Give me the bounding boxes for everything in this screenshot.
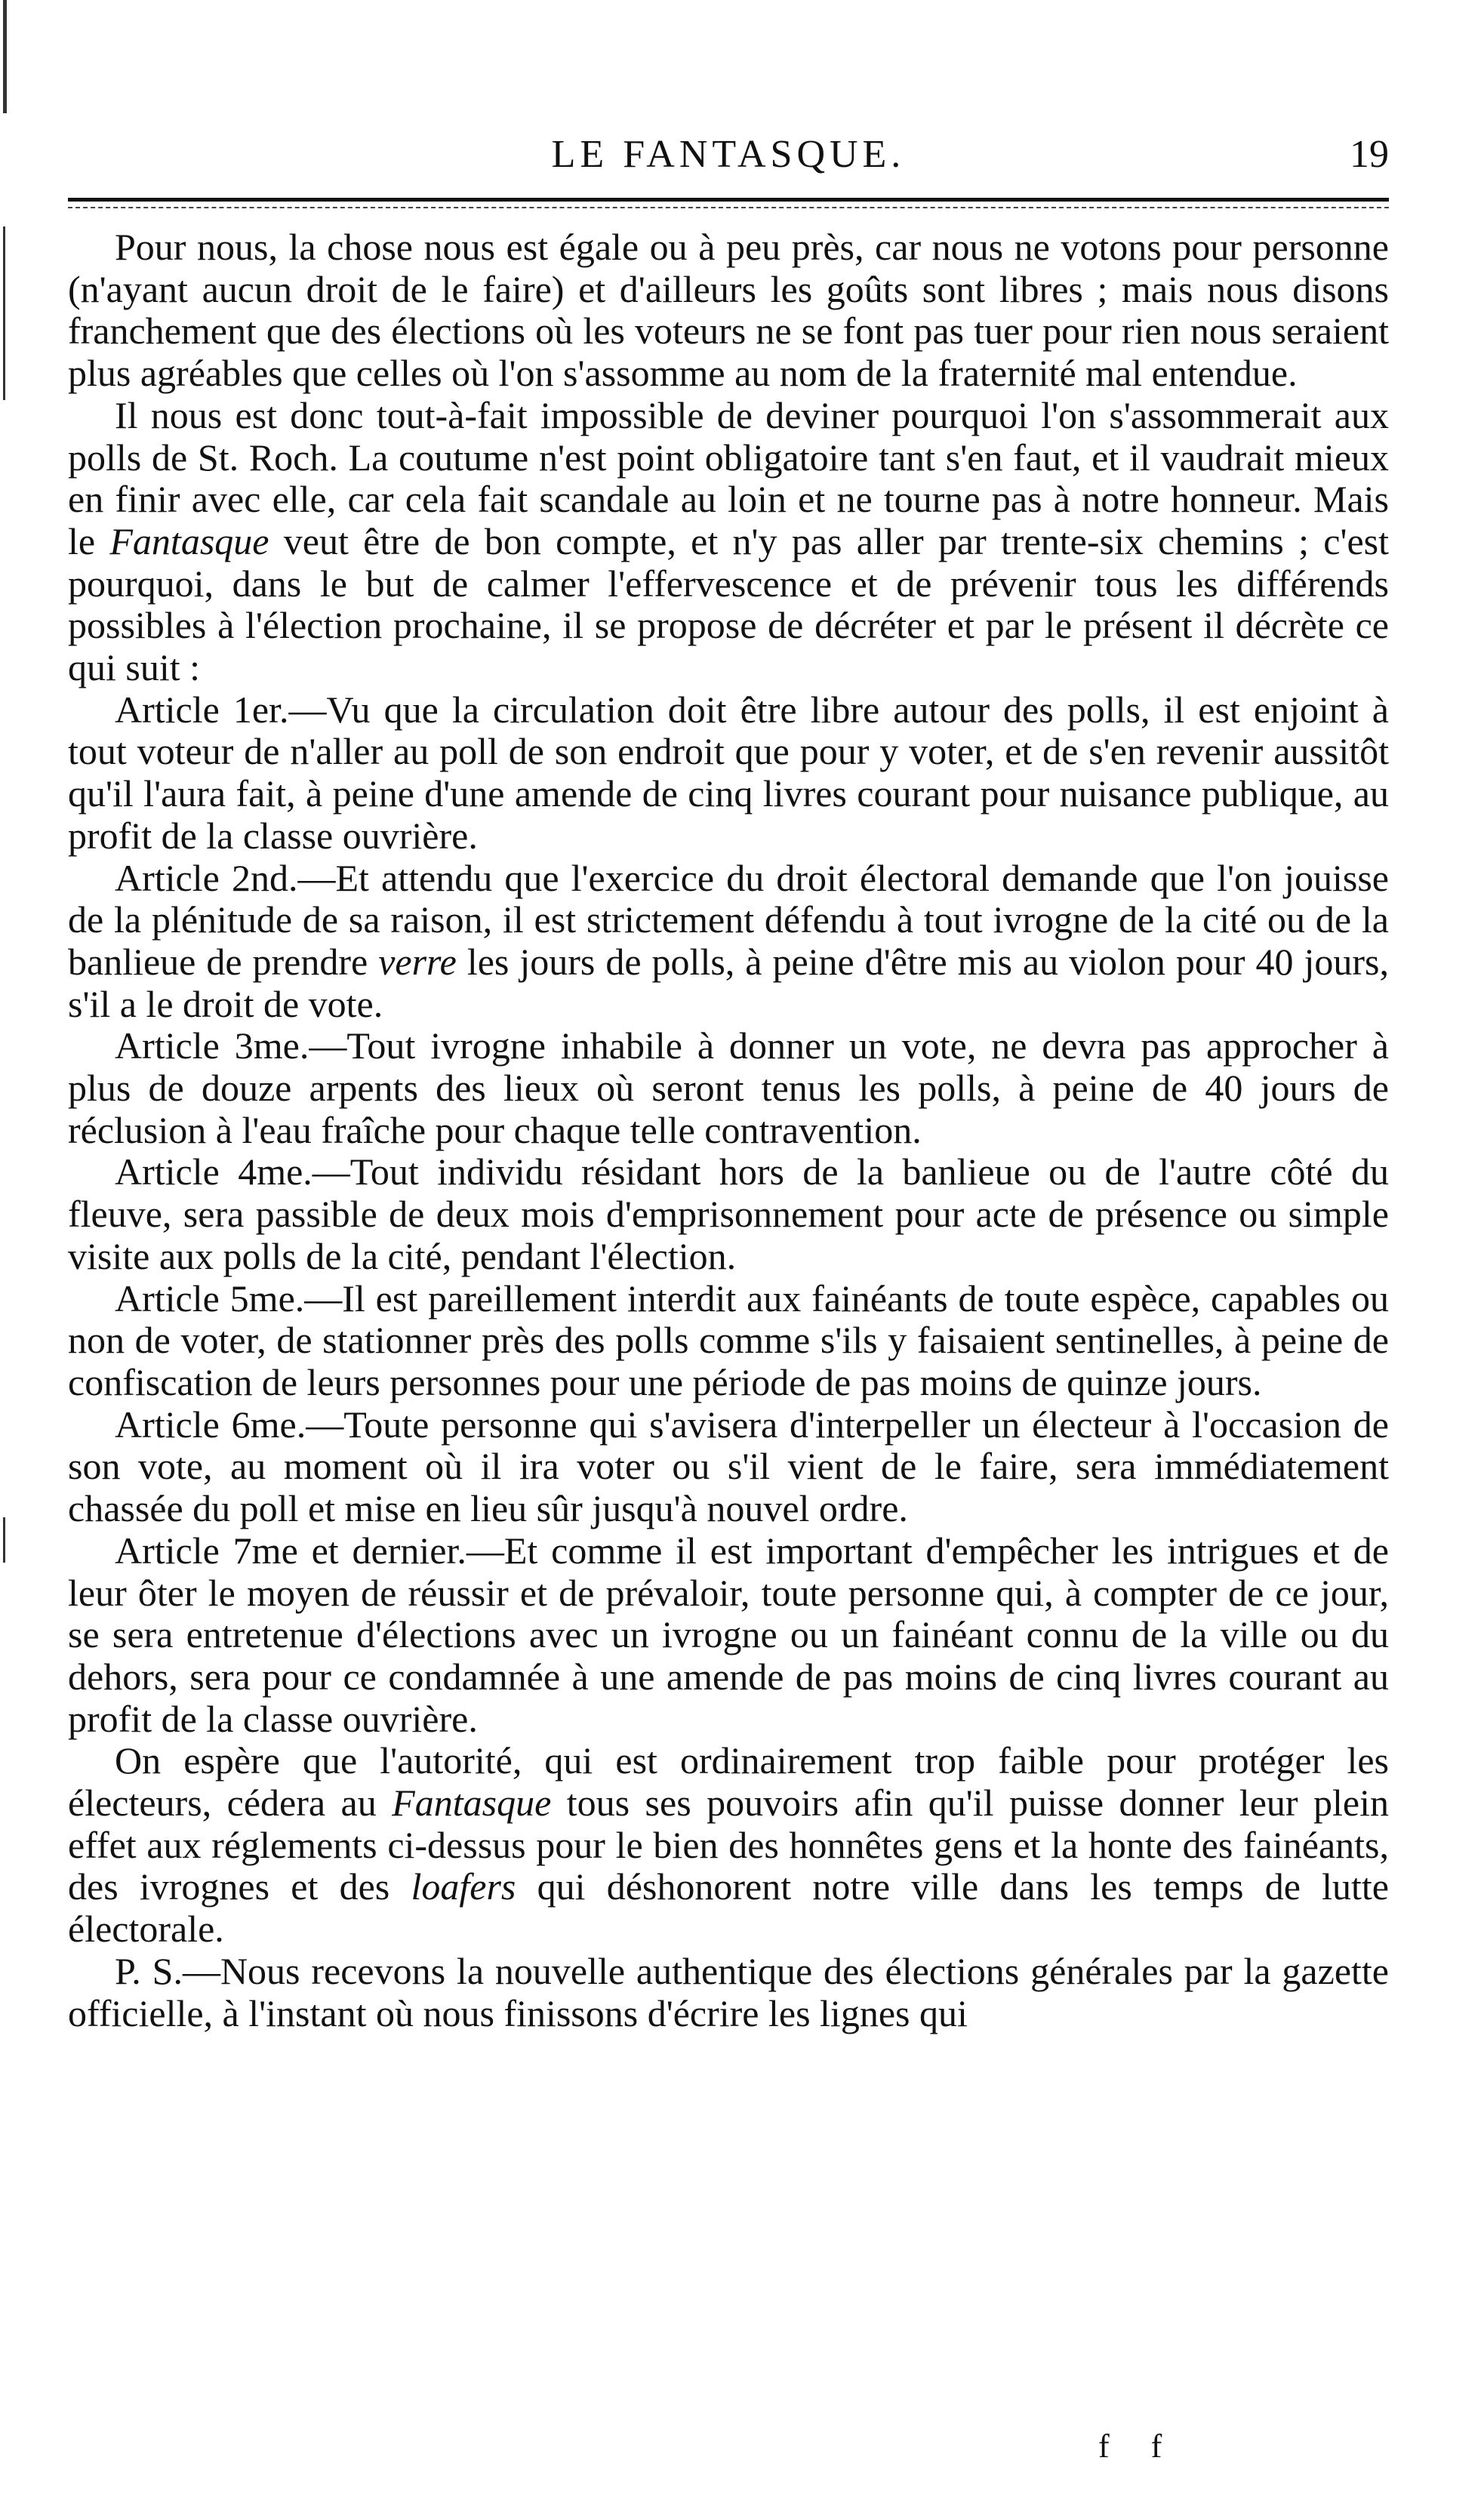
article-body <box>68 226 1389 2034</box>
paragraph-article-7: Article 7me et dernier.—Et comme il est important d'empêcher les intrigues et de leur ôter le moyen de réussir et de prévaloir, toute personne qui, à compter de ce jour, se sera entretenue d'élections avec un ivrogne ou un fainéant connu de la ville ou du dehors, sera pour ce condamnée à une amende de pas moins de cinq livres courant au profit de la classe ouvrière. <box>68 1529 1389 1740</box>
paragraph-2-italic: Fantasque <box>109 519 269 562</box>
paragraph-conclusion-text-b: tous ses pouvoirs afin qu'il puisse donner leur plein effet aux réglements ci-dessus pour le bien des honnêtes gens et la honte des fainéants, des ivrognes et des <box>68 1782 1389 1908</box>
header-rule <box>68 198 1389 208</box>
paragraph-conclusion-text-c: qui déshonorent notre ville dans les temps de lutte électorale. <box>68 1865 1389 1951</box>
paragraph-article-2-text-a: Article 2nd.—Et attendu que l'exercice du droit électoral demande que l'on jouisse de la plénitude de sa raison, il est strictement défendu à tout ivrogne de la cité ou de la banlieue de prendre <box>68 856 1389 983</box>
paragraph-article-1: Article 1er.—Vu que la circulation doit être libre autour des polls, il est enjoint à tout voteur de n'aller au poll de son endroit que pour y voter, et de s'en revenir aussitôt qu'il l'aura fait, à peine d'une amende de cinq livres courant pour nuisance publique, au profit de la classe ouvrière. <box>68 688 1389 857</box>
paragraph-article-3: Article 3me.—Tout ivrogne inhabile à donner un vote, ne devra pas approcher à plus de douze arpents des lieux où seront tenus les polls, à peine de 40 jours de réclusion à l'eau fraîche pour chaque telle contravention. <box>68 1024 1389 1151</box>
paragraph-1: Pour nous, la chose nous est égale ou à peu près, car nous ne votons pour personne (n'ayant aucun droit de le faire) et d'ailleurs les goûts sont libres ; mais nous disons franchement que des élections où les voteurs ne se font pas tuer pour rien nous seraient plus agréables que celles où l'on s'assomme au nom de la fraternité mal entendue. <box>68 226 1389 395</box>
margin-scan-mark <box>3 1517 5 1563</box>
catchword-mark: f f <box>1098 2428 1179 2465</box>
paragraph-article-4: Article 4me.—Tout individu résidant hors de la banlieue ou de l'autre côté du fleuve, sera passible de deux mois d'emprisonnement pour acte de présence ou simple visite aux polls de la cité, pendant l'élection. <box>68 1150 1389 1277</box>
paragraph-article-2 <box>68 858 1389 1026</box>
paragraph-conclusion <box>68 1740 1389 1951</box>
paragraph-article-6: Article 6me.—Toute personne qui s'avisera d'interpeller un électeur à l'occasion de son vote, au moment où il ira voter ou s'il vient de le faire, sera immédiatement chassée du poll et mise en lieu sûr jusqu'à nouvel ordre. <box>68 1403 1389 1530</box>
page-number: 19 <box>1350 133 1389 176</box>
running-title: LE FANTASQUE. <box>551 133 906 176</box>
paragraph-article-2-italic: verre <box>378 940 457 983</box>
paragraph-conclusion-italic-2: loafers <box>411 1865 516 1908</box>
paragraph-2-text-b: veut être de bon compte, et n'y pas aller par trente-six chemins ; c'est pourquoi, dans le but de calmer l'effervescence et de prévenir tous les différends possibles à l'élection prochaine, il se propose de décréter et par le présent il décrète ce qui suit : <box>68 519 1389 689</box>
paragraph-2 <box>68 395 1389 689</box>
paragraph-conclusion-italic-1: Fantasque <box>392 1782 552 1825</box>
paragraph-article-5: Article 5me.—Il est pareillement interdit aux fainéants de toute espèce, capables ou non de voter, de stationner près des polls comme s'ils y faisaient sentinelles, à peine de confiscation de leurs personnes pour une période de pas moins de quinze jours. <box>68 1277 1389 1403</box>
paragraph-2-text-a: Il nous est donc tout-à-fait impossible de deviner pourquoi l'on s'assommerait aux polls de St. Roch. La coutume n'est point obligatoire tant s'en faut, et il vaudrait mieux en finir avec elle, car cela fait scandale au loin et ne tourne pas à notre honneur. Mais le <box>68 393 1389 562</box>
margin-scan-mark <box>3 0 7 113</box>
running-header <box>68 128 1389 181</box>
paragraph-postscript: P. S.—Nous recevons la nouvelle authentique des élections générales par la gazette officielle, à l'instant où nous finissons d'écrire les lignes qui <box>68 1949 1389 2034</box>
paragraph-article-2-text-b: les jours de polls, à peine d'être mis au violon pour 40 jours, s'il a le droit de vote. <box>68 940 1389 1025</box>
margin-scan-mark <box>3 226 5 400</box>
paragraph-conclusion-text-a: On espère que l'autorité, qui est ordinairement trop faible pour protéger les électeurs, cédera au <box>68 1739 1389 1825</box>
